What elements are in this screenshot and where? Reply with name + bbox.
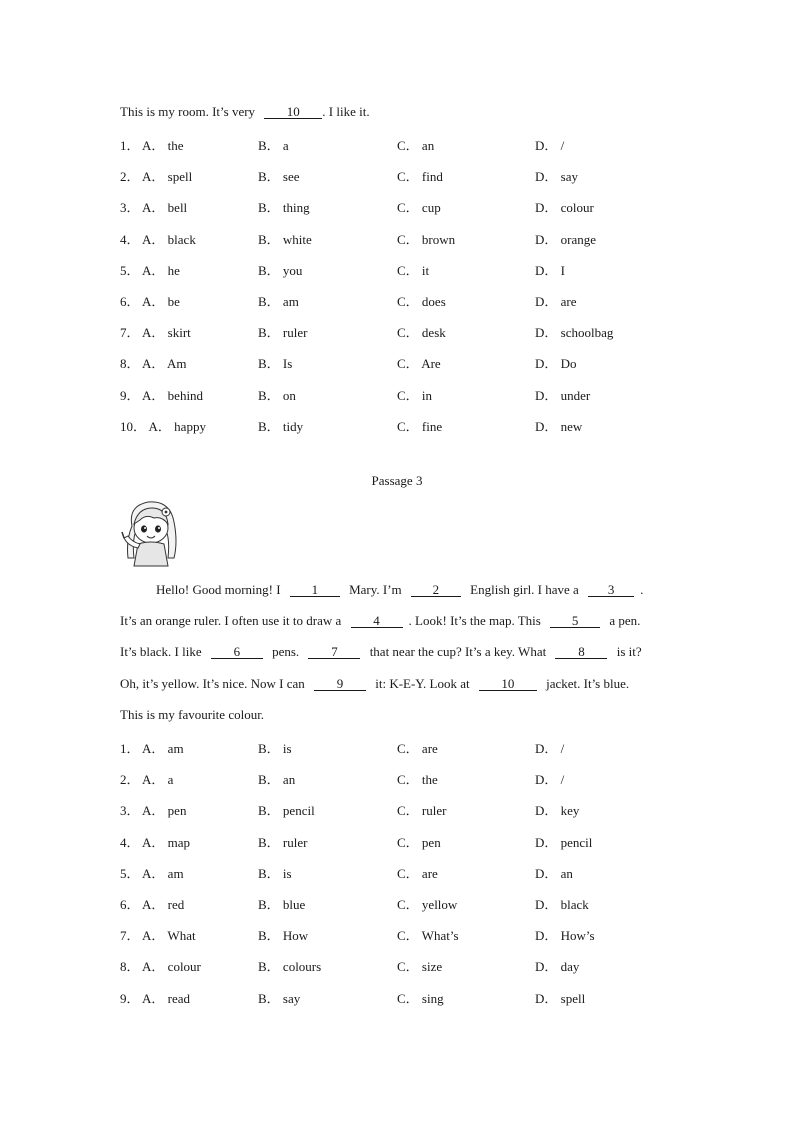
option-d: D． / bbox=[535, 772, 565, 788]
option-a: 4． A． map bbox=[120, 834, 191, 850]
answer-blank-6: 6 bbox=[211, 645, 263, 659]
option-d: D． / bbox=[535, 741, 565, 756]
passage3-text: . bbox=[640, 582, 644, 597]
option-a: 7． A． skirt bbox=[120, 325, 191, 341]
option-d: D． spell bbox=[535, 990, 586, 1006]
option-b: B． ruler bbox=[258, 325, 308, 341]
option-d: D． new bbox=[535, 418, 583, 434]
option-a: 1． A． am bbox=[120, 741, 184, 756]
answer-blank-7: 7 bbox=[308, 645, 360, 659]
option-d: D． an bbox=[535, 865, 573, 881]
option-d: D． schoolbag bbox=[535, 325, 614, 341]
option-c: C． ruler bbox=[397, 803, 447, 819]
option-c: C． yellow bbox=[397, 897, 458, 912]
passage3-text: It’s black. I like bbox=[120, 644, 205, 659]
girl-pointing-icon bbox=[118, 496, 184, 568]
passage3-question-row bbox=[120, 800, 680, 820]
passage2-question-row bbox=[120, 322, 680, 342]
option-b: B． colours bbox=[258, 959, 322, 975]
passage2-question-row bbox=[120, 353, 680, 373]
passage2-text-after: . I like it. bbox=[322, 104, 370, 119]
answer-blank-4: 4 bbox=[351, 614, 403, 628]
option-b: B． am bbox=[258, 294, 299, 309]
passage2-question-row bbox=[120, 135, 680, 155]
option-d: D． under bbox=[535, 387, 591, 403]
passage2-question-row bbox=[120, 385, 680, 405]
passage3-text: . Look! It’s the map. This bbox=[408, 613, 545, 628]
passage3-line bbox=[120, 644, 668, 660]
option-b: B． Is bbox=[258, 356, 293, 372]
passage2-question-row bbox=[120, 291, 680, 311]
answer-blank-9: 9 bbox=[314, 677, 366, 691]
answer-blank-10: 10 bbox=[479, 677, 537, 691]
passage3-text: jacket. It’s blue. bbox=[542, 676, 630, 691]
passage3-line bbox=[120, 613, 668, 629]
option-c: C． fine bbox=[397, 418, 443, 434]
passage3-question-row bbox=[120, 769, 680, 789]
option-d: D． / bbox=[535, 138, 565, 153]
passage2-question-row bbox=[120, 416, 680, 436]
passage3-text: English girl. I have a bbox=[466, 582, 583, 597]
option-b: B． How bbox=[258, 928, 309, 944]
option-a: 8． A． Am bbox=[120, 356, 187, 372]
passage3-question-row bbox=[120, 956, 680, 976]
option-c: C． does bbox=[397, 294, 446, 309]
passage3-text: Oh, it’s yellow. It’s nice. Now I can bbox=[120, 676, 308, 691]
option-d: D． How’s bbox=[535, 928, 595, 944]
option-b: B． is bbox=[258, 741, 292, 756]
option-c: C． desk bbox=[397, 325, 446, 341]
passage3-text: a pen. bbox=[606, 613, 641, 628]
option-d: D． pencil bbox=[535, 834, 593, 850]
option-b: B． see bbox=[258, 169, 300, 185]
passage3-text: it: K-E-Y. Look at bbox=[371, 676, 473, 691]
option-c: C． are bbox=[397, 741, 438, 756]
answer-blank-2: 2 bbox=[411, 583, 461, 597]
option-b: B． ruler bbox=[258, 834, 308, 850]
option-b: B． an bbox=[258, 772, 296, 788]
option-a: 6． A． be bbox=[120, 294, 180, 309]
option-a: 10． A． happy bbox=[120, 418, 206, 434]
option-d: D． colour bbox=[535, 200, 594, 216]
option-c: C． pen bbox=[397, 834, 441, 850]
option-c: C． cup bbox=[397, 200, 441, 216]
answer-blank-1: 1 bbox=[290, 583, 340, 597]
passage3-text: is it? bbox=[613, 644, 642, 659]
passage2-question-row bbox=[120, 229, 680, 249]
option-b: B． you bbox=[258, 262, 303, 278]
option-b: B． is bbox=[258, 865, 292, 881]
passage2-blank-10: 10 bbox=[264, 105, 322, 119]
answer-blank-5: 5 bbox=[550, 614, 600, 628]
passage2-text-before: This is my room. It’s very bbox=[120, 104, 256, 119]
passage3-question-row bbox=[120, 988, 680, 1008]
passage3-text: This is my favourite colour. bbox=[120, 707, 265, 722]
option-c: C． What’s bbox=[397, 928, 459, 944]
option-a: 3． A． bell bbox=[120, 200, 188, 216]
option-a: 5． A． he bbox=[120, 262, 180, 278]
passage3-question-row bbox=[120, 832, 680, 852]
option-a: 9． A． read bbox=[120, 990, 191, 1006]
passage3-question-row bbox=[120, 894, 680, 914]
option-a: 6． A． red bbox=[120, 897, 185, 912]
option-a: 9． A． behind bbox=[120, 387, 204, 403]
passage3-text: that near the cup? It’s a key. What bbox=[366, 644, 550, 659]
option-a: 8． A． colour bbox=[120, 959, 201, 975]
option-b: B． say bbox=[258, 990, 301, 1006]
option-c: C． in bbox=[397, 387, 433, 403]
option-a: 1． A． the bbox=[120, 138, 184, 153]
option-d: D． say bbox=[535, 169, 578, 185]
option-b: B． white bbox=[258, 231, 312, 247]
option-d: D． Do bbox=[535, 356, 577, 372]
option-c: C． Are bbox=[397, 356, 441, 372]
option-a: 4． A． black bbox=[120, 231, 196, 247]
option-c: C． size bbox=[397, 959, 443, 975]
passage3-text: Mary. I’m bbox=[345, 582, 405, 597]
passage3-title: Passage 3 bbox=[371, 473, 423, 488]
passage3-line bbox=[120, 676, 668, 692]
option-a: 2． A． spell bbox=[120, 169, 193, 185]
option-b: B． pencil bbox=[258, 803, 315, 819]
option-c: C． find bbox=[397, 169, 443, 185]
passage3-text: Hello! Good morning! I bbox=[156, 582, 284, 597]
passage2-question-row bbox=[120, 166, 680, 186]
option-d: D． orange bbox=[535, 231, 597, 247]
passage3-text: It’s an orange ruler. I often use it to draw a bbox=[120, 613, 345, 628]
option-c: C． sing bbox=[397, 990, 444, 1006]
option-a: 3． A． pen bbox=[120, 803, 187, 819]
option-c: C． are bbox=[397, 865, 438, 881]
answer-blank-3: 3 bbox=[588, 583, 634, 597]
option-c: C． the bbox=[397, 772, 438, 788]
option-b: B． a bbox=[258, 138, 289, 153]
passage3-text: pens. bbox=[268, 644, 303, 659]
option-a: 2． A． a bbox=[120, 772, 174, 788]
option-d: D． I bbox=[535, 262, 565, 278]
option-b: B． thing bbox=[258, 200, 310, 216]
option-c: C． it bbox=[397, 262, 430, 278]
answer-blank-8: 8 bbox=[555, 645, 607, 659]
option-d: D． key bbox=[535, 803, 580, 819]
passage2-question-row bbox=[120, 260, 680, 280]
passage3-line bbox=[156, 582, 704, 598]
option-b: B． tidy bbox=[258, 418, 304, 434]
passage2-question-row bbox=[120, 197, 680, 217]
option-a: 5． A． am bbox=[120, 865, 184, 881]
passage3-question-row bbox=[120, 925, 680, 945]
passage3-question-row bbox=[120, 738, 680, 758]
passage3-line bbox=[120, 707, 668, 723]
option-d: D． day bbox=[535, 959, 580, 975]
option-b: B． blue bbox=[258, 897, 306, 912]
option-d: D． black bbox=[535, 897, 589, 912]
passage2-last-line bbox=[120, 104, 370, 120]
option-c: C． brown bbox=[397, 231, 456, 247]
option-d: D． are bbox=[535, 294, 577, 309]
option-a: 7． A． What bbox=[120, 928, 196, 944]
option-b: B． on bbox=[258, 387, 296, 403]
option-c: C． an bbox=[397, 138, 435, 153]
passage3-question-row bbox=[120, 863, 680, 883]
